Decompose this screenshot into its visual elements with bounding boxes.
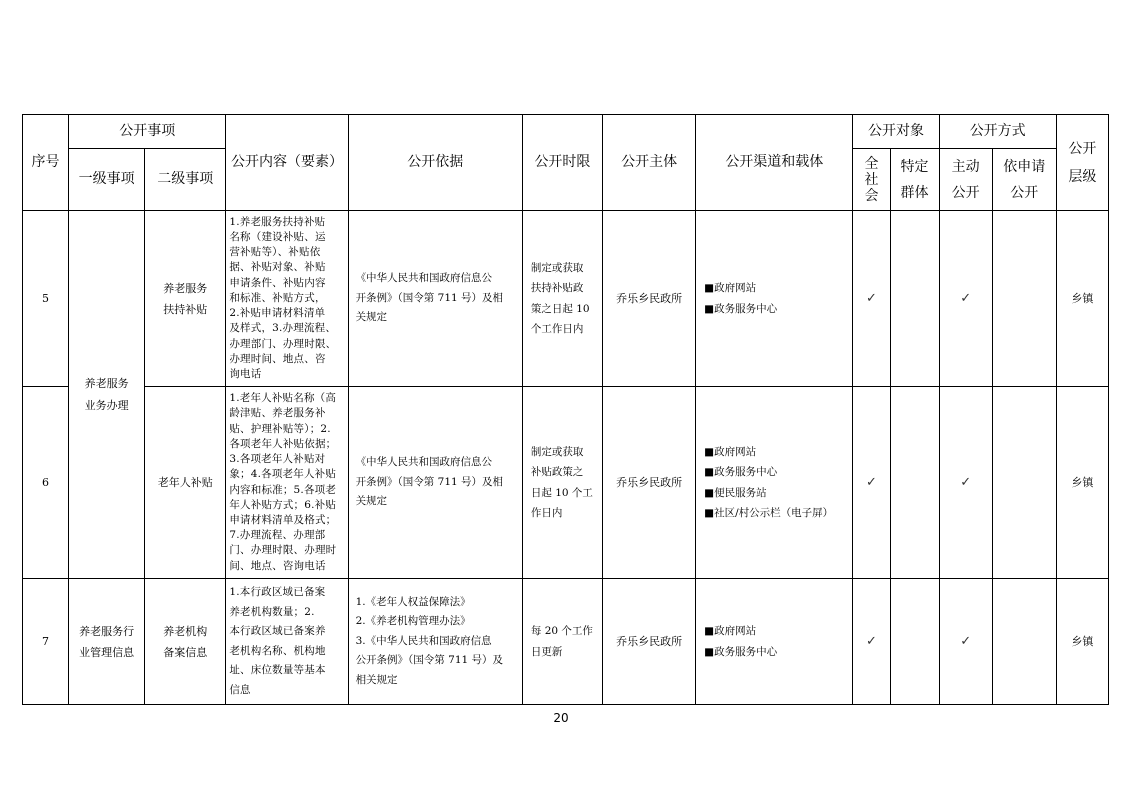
- basis-line: 《中华人民共和国政府信息公: [355, 456, 493, 469]
- header-method-active-line: 主动: [951, 158, 980, 175]
- row-channels: [696, 211, 853, 387]
- table-row: [23, 211, 1109, 387]
- header-target-all-char: 社: [864, 171, 879, 188]
- content-line: 间、地点、咨询电话: [229, 559, 326, 572]
- header-method-active-line: 公开: [951, 184, 980, 201]
- content-line: 内容和标准；5.各项老: [229, 483, 337, 496]
- content-line: 贴、护理补贴等）；2.: [229, 422, 331, 435]
- time-line: 补贴政策之: [530, 466, 584, 478]
- row-content: [226, 579, 348, 705]
- header-time-limit: 公开时限: [522, 115, 602, 211]
- row-level2: [145, 211, 226, 387]
- content-line: 1.老年人补贴名称（高: [229, 392, 337, 405]
- row-time-limit: [522, 579, 602, 705]
- header-level2: 二级事项: [145, 149, 226, 211]
- content-line: 据、补贴对象、补贴: [229, 261, 326, 274]
- content-line: 年人补贴方式；6.补贴: [229, 498, 337, 511]
- content-line: 申请条件、补贴内容: [229, 276, 326, 289]
- check-icon: ✓: [853, 387, 890, 579]
- header-row-1: [23, 115, 1109, 149]
- content-line: 2.补贴申请材料清单: [229, 307, 326, 320]
- header-target-specific: [890, 149, 939, 211]
- row-content: [226, 211, 348, 387]
- check-icon: ✓: [939, 211, 992, 387]
- content-line: 门、办理时限、办理时: [229, 544, 337, 557]
- time-line: 制定或获取: [530, 261, 584, 274]
- level1-line: 业管理信息: [79, 645, 135, 659]
- check-icon: ✓: [939, 579, 992, 705]
- row-seq: 7: [23, 579, 69, 705]
- row-request: [992, 211, 1056, 387]
- content-line: 本行政区域已备案养: [229, 625, 326, 637]
- row-basis: [348, 579, 522, 705]
- level1-line: 养老服务: [84, 376, 129, 390]
- basis-line: 3.《中华人民共和国政府信息: [355, 634, 492, 647]
- channel-line: ■政务服务中心: [704, 645, 778, 658]
- content-line: 及样式，3.办理流程、: [229, 322, 337, 335]
- row-subject: 乔乐乡民政所: [603, 387, 696, 579]
- basis-line: 相关规定: [355, 673, 398, 686]
- row-level1: [69, 579, 145, 705]
- row-basis: [348, 387, 522, 579]
- time-line: 制定或获取: [530, 445, 584, 458]
- basis-line: 1.《老年人权益保障法》: [355, 595, 471, 608]
- header-target-all-char: 会: [864, 187, 879, 204]
- row-request: [992, 579, 1056, 705]
- header-tier-line: 公开: [1068, 140, 1097, 157]
- row-tier: 乡镇: [1056, 211, 1108, 387]
- header-seq: 序号: [23, 115, 69, 211]
- level2-line: 备案信息: [163, 645, 208, 659]
- row-level2: [145, 387, 226, 579]
- channel-line: ■政务服务中心: [704, 302, 778, 315]
- header-target: 公开对象: [853, 115, 939, 149]
- level2-line: 老年人补贴: [157, 475, 213, 489]
- content-line: 申请材料清单及格式；: [229, 513, 337, 526]
- row-tier: 乡镇: [1056, 579, 1108, 705]
- header-basis: 公开依据: [348, 115, 522, 211]
- page-number: 20: [553, 711, 569, 725]
- row-specific: [890, 387, 939, 579]
- content-line: 1.养老服务扶持补贴: [229, 215, 326, 228]
- row-subject: 乔乐乡民政所: [603, 211, 696, 387]
- row-specific: [890, 579, 939, 705]
- header-target-all: [853, 149, 890, 211]
- header-item: 公开事项: [69, 115, 226, 149]
- disclosure-table: [22, 114, 1109, 705]
- level1-line: 业务办理: [84, 398, 129, 412]
- time-line: 每 20 个工作: [530, 625, 593, 637]
- channel-line: ■政务服务中心: [704, 466, 778, 478]
- basis-line: 关规定: [355, 311, 388, 324]
- header-tier-line: 层级: [1068, 168, 1097, 185]
- content-line: 养老机构数量；2.: [229, 605, 315, 618]
- content-line: 信息: [229, 683, 251, 696]
- header-method-request-line: 公开: [1010, 184, 1039, 201]
- content-line: 询电话: [229, 367, 262, 380]
- time-line: 个工作日内: [530, 323, 584, 335]
- row-seq: 6: [23, 387, 69, 579]
- basis-line: 开条例》（国令第 711 号）及相: [355, 291, 504, 304]
- basis-line: 2.《养老机构管理办法》: [355, 615, 471, 628]
- content-line: 龄津贴、养老服务补: [229, 407, 326, 420]
- check-icon: ✓: [939, 387, 992, 579]
- table-row: [23, 579, 1109, 705]
- check-icon: ✓: [853, 211, 890, 387]
- basis-line: 《中华人民共和国政府信息公: [355, 272, 493, 285]
- header-target-specific-line: 特定: [900, 158, 929, 175]
- row-basis: [348, 211, 522, 387]
- check-icon: ✓: [853, 579, 890, 705]
- content-line: 各项老年人补贴依据；: [229, 437, 337, 450]
- time-line: 扶持补贴政: [530, 282, 584, 294]
- level2-line: 扶持补贴: [163, 302, 208, 316]
- channel-line: ■政府网站: [704, 282, 757, 294]
- header-subject: 公开主体: [603, 115, 696, 211]
- row-specific: [890, 211, 939, 387]
- time-line: 作日内: [530, 507, 563, 519]
- channel-line: ■便民服务站: [704, 486, 767, 499]
- row-seq: 5: [23, 211, 69, 387]
- channel-line: ■政府网站: [704, 625, 757, 637]
- header-method-request-line: 依申请: [1003, 158, 1046, 175]
- row-tier: 乡镇: [1056, 387, 1108, 579]
- content-line: 老机构名称、机构地: [229, 644, 326, 657]
- header-content: 公开内容（要素）: [226, 115, 348, 211]
- row-channels: [696, 579, 853, 705]
- time-line: 策之日起 10: [530, 302, 590, 315]
- content-line: 办理时间、地点、咨: [229, 352, 326, 365]
- content-line: 名称（建设补贴、运: [229, 231, 326, 244]
- header-method: 公开方式: [939, 115, 1056, 149]
- level1-line: 养老服务行: [79, 624, 135, 638]
- content-line: 营补贴等）、补贴依: [229, 246, 321, 259]
- basis-line: 关规定: [355, 495, 388, 508]
- table-row: [23, 387, 1109, 579]
- content-line: 址、床位数量等基本: [229, 664, 326, 676]
- row-level1-merged: [69, 211, 145, 579]
- row-content: [226, 387, 348, 579]
- row-time-limit: [522, 211, 602, 387]
- row-level2: [145, 579, 226, 705]
- row-channels: [696, 387, 853, 579]
- content-line: 3.各项老年人补贴对: [229, 453, 326, 466]
- header-method-active: [939, 149, 992, 211]
- channel-line: ■社区/村公示栏（电子屏）: [704, 507, 834, 519]
- content-line: 1.本行政区域已备案: [229, 586, 326, 598]
- header-level1: 一级事项: [69, 149, 145, 211]
- level2-line: 养老机构: [163, 624, 208, 638]
- level2-line: 养老服务: [163, 281, 208, 295]
- row-subject: 乔乐乡民政所: [603, 579, 696, 705]
- content-line: 办理部门、办理时限、: [229, 337, 337, 350]
- time-line: 日更新: [530, 645, 563, 658]
- header-target-all-char: 全: [864, 155, 879, 172]
- header-method-request: [992, 149, 1056, 211]
- content-line: 7.办理流程、办理部: [229, 529, 326, 542]
- row-time-limit: [522, 387, 602, 579]
- basis-line: 开条例》（国令第 711 号）及相: [355, 475, 504, 488]
- basis-line: 公开条例》（国令第 711 号）及: [355, 654, 504, 667]
- header-channel: 公开渠道和载体: [696, 115, 853, 211]
- channel-line: ■政府网站: [704, 445, 757, 458]
- time-line: 日起 10 个工: [530, 486, 593, 499]
- header-tier: [1056, 115, 1108, 211]
- content-line: 象；4.各项老年人补贴: [229, 468, 337, 481]
- content-line: 和标准、补贴方式，: [229, 291, 326, 304]
- header-target-specific-line: 群体: [900, 184, 929, 201]
- row-request: [992, 387, 1056, 579]
